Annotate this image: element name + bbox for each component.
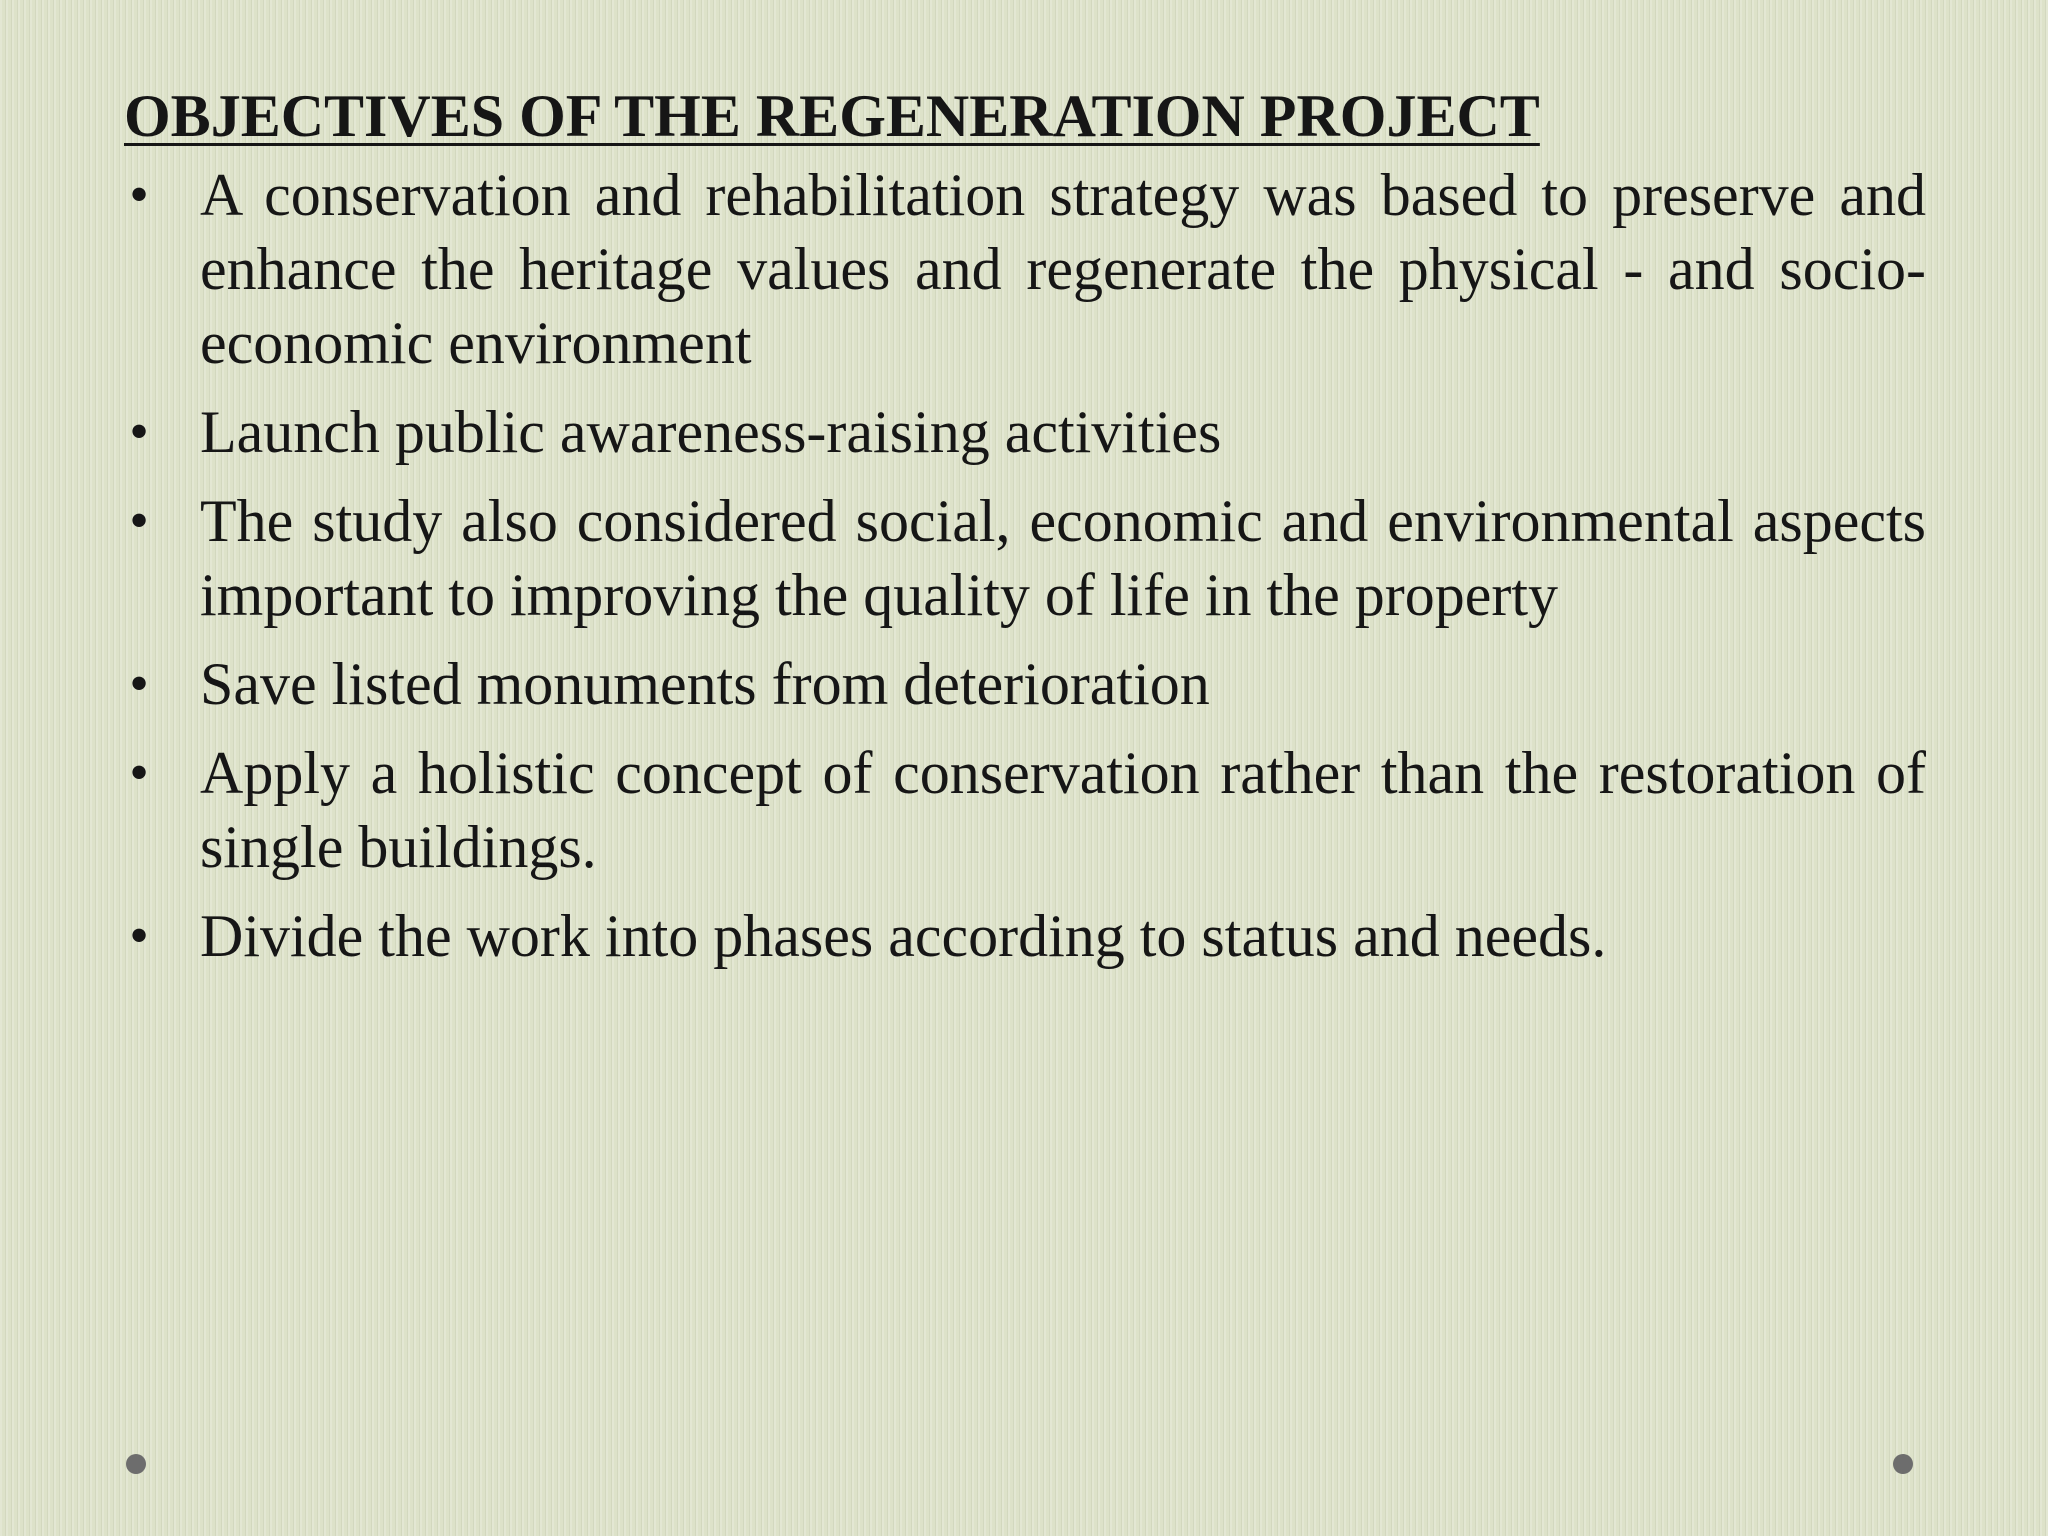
bullet-item xyxy=(124,484,1926,632)
bullet-item xyxy=(124,158,1926,380)
corner-dot-icon xyxy=(126,1454,146,1474)
slide-title: OBJECTIVES OF THE REGENERATION PROJECT xyxy=(124,83,1540,149)
bullet-item xyxy=(124,899,1926,973)
bullet-icon: • xyxy=(129,490,149,552)
bullet-text: Launch public awareness-raising activities xyxy=(200,399,1222,465)
bullet-item xyxy=(124,736,1926,884)
bullet-icon: • xyxy=(129,401,149,463)
bullet-icon: • xyxy=(129,164,149,226)
corner-dot-icon xyxy=(1893,1454,1913,1474)
bullet-icon: • xyxy=(129,905,149,967)
bullet-list xyxy=(124,158,1926,973)
bullet-text: Apply a holistic concept of conservation rather than the restoration of single buildings. xyxy=(200,740,1926,880)
bullet-item xyxy=(124,395,1926,469)
bullet-text: A conservation and rehabilitation strategy was based to preserve and enhance the heritage values and regenerate the physical - and socio-economic environment xyxy=(200,162,1926,376)
bullet-item xyxy=(124,647,1926,721)
bullet-text: Save listed monuments from deterioration xyxy=(200,651,1210,717)
bullet-text: Divide the work into phases according to status and needs. xyxy=(200,903,1607,969)
bullet-text: The study also considered social, economic and environmental aspects important to improving the quality of life in the property xyxy=(200,488,1926,628)
slide-content xyxy=(124,84,1926,988)
bullet-icon: • xyxy=(129,742,149,804)
bullet-icon: • xyxy=(129,653,149,715)
